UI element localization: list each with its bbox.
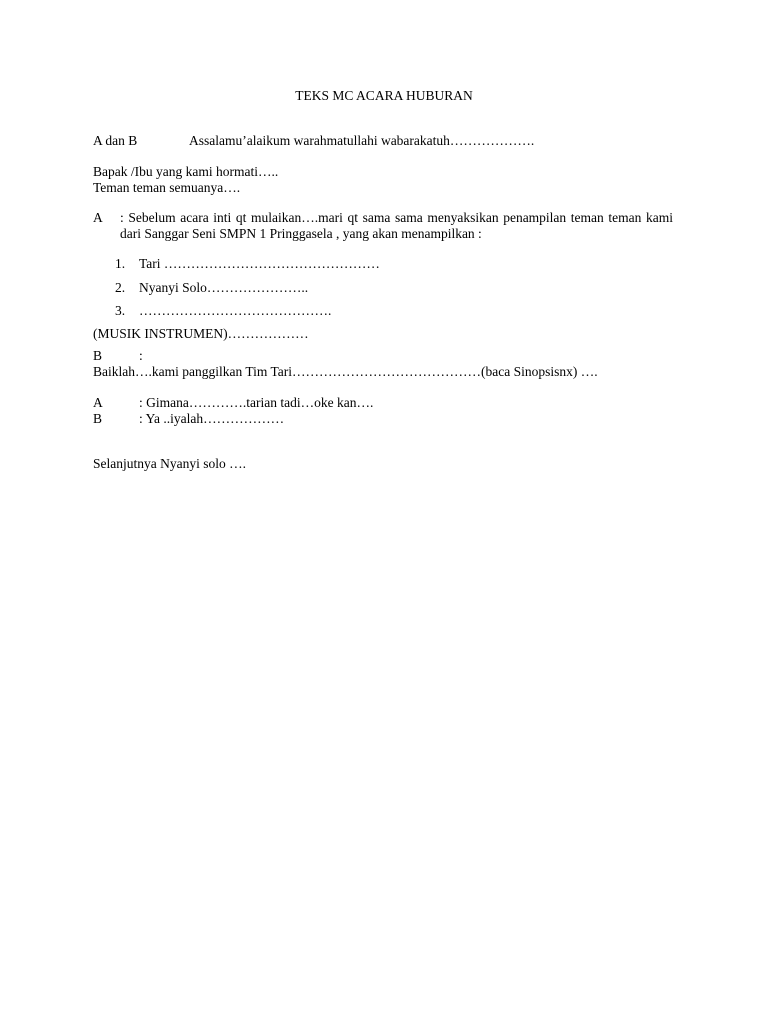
opening-text: Assalamu’alaikum warahmatullahi wabarakatuh………………. <box>189 133 535 148</box>
document-title: TEKS MC ACARA HUBURAN <box>295 88 473 103</box>
list-item: Nyanyi Solo………………….. <box>139 280 309 295</box>
intro-speaker: A <box>93 210 103 225</box>
closing-line: Selanjutnya Nyanyi solo …. <box>93 456 246 471</box>
dialog-speaker: B <box>93 411 103 426</box>
dialog-text: : Gimana………….tarian tadi…oke kan…. <box>139 395 374 410</box>
b-speaker: B <box>93 348 103 363</box>
dialog-speaker: A <box>93 395 103 410</box>
intro-text: : Sebelum acara inti qt mulaikan….mari qt sama sama menyaksikan penampilan teman teman kami dari Sanggar Seni SMPN 1 Pringgasela , yang akan menampilkan : <box>120 210 673 241</box>
opening-speaker: A dan B <box>93 133 138 148</box>
list-number: 2. <box>115 280 126 295</box>
list-number: 3. <box>115 303 126 318</box>
list-item: Tari ………………………………………… <box>139 256 380 271</box>
greeting-line: Bapak /Ibu yang kami hormati….. <box>93 164 279 179</box>
list-item: ……………………………………. <box>139 303 332 318</box>
dialog-text: : Ya ..iyalah……………… <box>139 411 285 426</box>
greeting-line: Teman teman semuanya…. <box>93 180 241 195</box>
baiklah-line: Baiklah….kami panggilkan Tim Tari……………………………………(baca Sinopsisnx) …. <box>93 364 598 379</box>
list-number: 1. <box>115 256 126 271</box>
b-text: : <box>139 348 143 363</box>
music-note: (MUSIK INSTRUMEN)……………… <box>93 326 309 341</box>
